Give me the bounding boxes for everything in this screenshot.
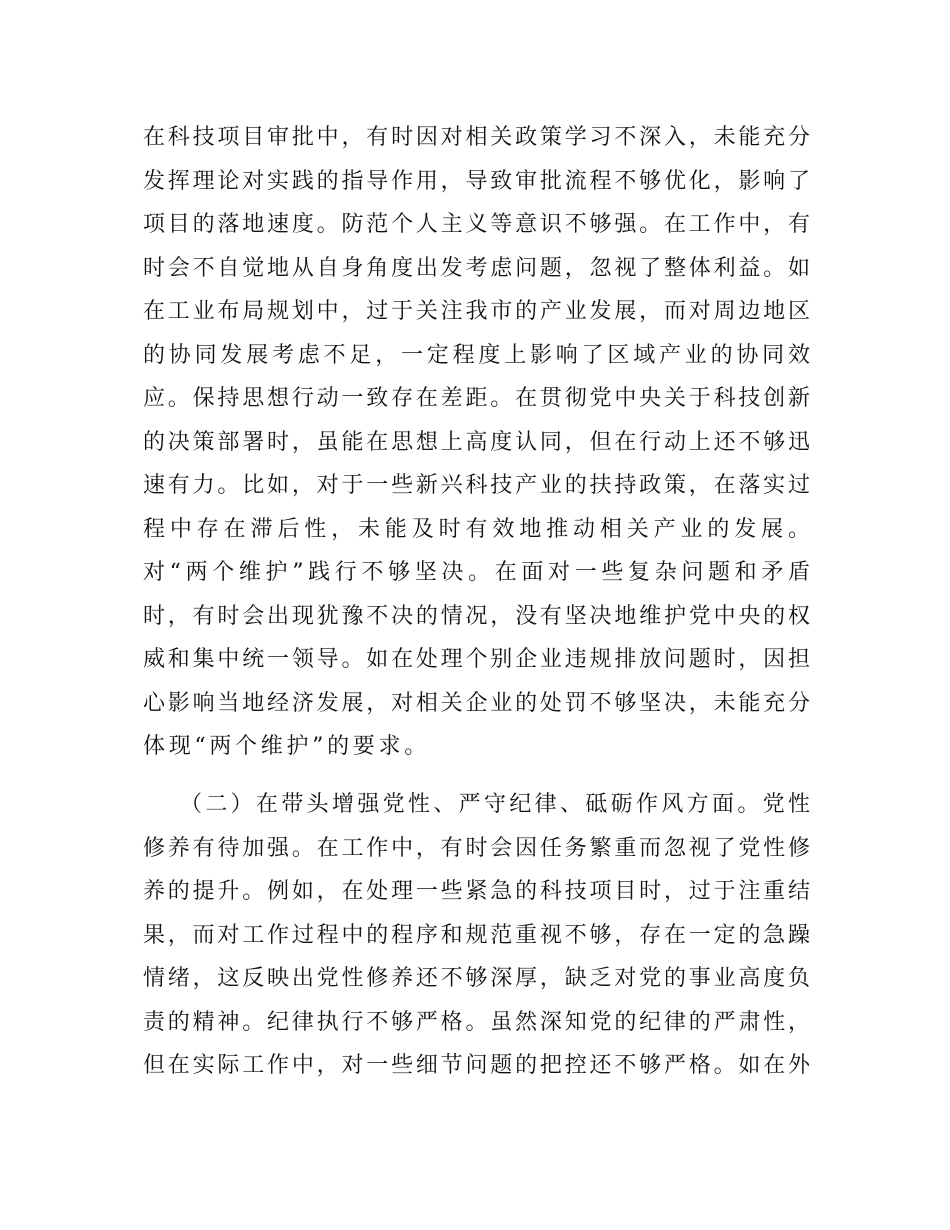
text-line: 责的精神。纪律执行不够严格。虽然深知党的纪律的严肃性， <box>143 1009 810 1035</box>
text-line: 威和集中统一领导。如在处理个别企业违规排放问题时，因担 <box>143 647 810 672</box>
text-line: 的决策部署时，虽能在思想上高度认同，但在行动上还不够迅 <box>143 429 810 455</box>
text-line: 时，有时会出现犹豫不决的情况，没有坚决地维护党中央的权 <box>143 603 810 629</box>
text-line: 情绪，这反映出党性修养还不够深厚，缺乏对党的事业高度负 <box>143 966 810 991</box>
paragraph-2 <box>143 783 810 1088</box>
text-line: 的协同发展考虑不足，一定程度上影响了区域产业的协同效 <box>143 342 810 368</box>
text-line: （二）在带头增强党性、严守纪律、砥砺作风方面。党性 <box>180 792 810 817</box>
text-line: 应。保持思想行动一致存在差距。在贯彻党中央关于科技创新 <box>143 386 810 411</box>
text-line: 程中存在滞后性，未能及时有效地推动相关产业的发展。 <box>143 516 810 542</box>
text-line: 修养有待加强。在工作中，有时会因任务繁重而忽视了党性修 <box>143 835 810 861</box>
text-line: 在工业布局规划中，过于关注我市的产业发展，而对周边地区 <box>143 299 810 324</box>
text-line: 养的提升。例如，在处理一些紧急的科技项目时，过于注重结 <box>143 879 810 904</box>
paragraph-1 <box>143 116 810 769</box>
text-line: 对“两个维护”践行不够坚决。在面对一些复杂问题和矛盾 <box>143 560 810 585</box>
text-line: 时会不自觉地从自身角度出发考虑问题，忽视了整体利益。如 <box>143 255 810 281</box>
text-line: 心影响当地经济发展，对相关企业的处罚不够坚决，未能充分 <box>143 690 810 716</box>
text-line: 速有力。比如，对于一些新兴科技产业的扶持政策，在落实过 <box>143 473 810 498</box>
text-line: 果，而对工作过程中的程序和规范重视不够，存在一定的急躁 <box>143 922 810 948</box>
text-line: 体现“两个维护”的要求。 <box>143 734 430 759</box>
text-line: 项目的落地速度。防范个人主义等意识不够强。在工作中，有 <box>143 212 810 237</box>
text-line: 发挥理论对实践的指导作用，导致审批流程不够优化，影响了 <box>143 168 810 194</box>
text-line: 但在实际工作中，对一些细节问题的把控还不够严格。如在外 <box>143 1053 810 1078</box>
text-line: 在科技项目审批中，有时因对相关政策学习不深入，未能充分 <box>143 125 810 150</box>
